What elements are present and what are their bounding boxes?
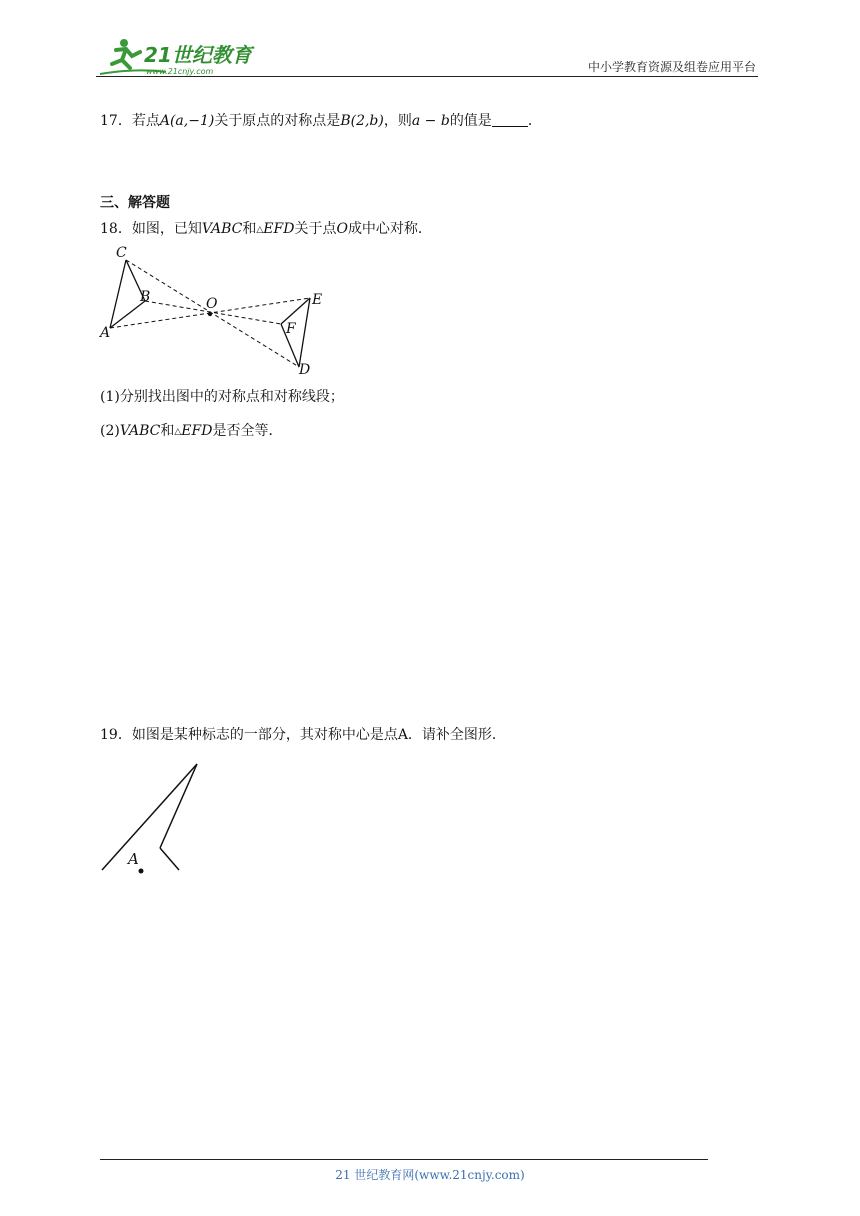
label-c: C: [116, 245, 127, 261]
label-a: A: [128, 850, 139, 868]
label-f: F: [286, 321, 296, 337]
logo-text: 21世纪教育: [144, 43, 252, 67]
question-number: 17．: [100, 113, 132, 129]
footer-text: 21 世纪教育网(www.21cnjy.com): [335, 1168, 525, 1182]
header-divider: [96, 76, 758, 77]
answer-blank[interactable]: [492, 112, 528, 127]
section-title: 三、解答题: [100, 195, 170, 211]
question-19: 19．如图是某种标志的一部分，其对称中心是点A．请补全图形．: [100, 727, 506, 743]
header-site-name: 中小学教育资源及组卷应用平台: [587, 60, 756, 74]
logo-figure-19: [96, 756, 216, 880]
question-17: 17．若点A(a,−1)关于原点的对称点是B(2,b)，则a − b的值是 ．: [100, 113, 542, 129]
label-d: D: [299, 362, 311, 378]
logo-runner-icon: [96, 34, 266, 78]
site-logo: [96, 34, 266, 78]
logo-url: www.21cnjy.com: [146, 67, 214, 76]
label-a: A: [100, 325, 111, 341]
label-e: E: [312, 292, 323, 308]
symmetry-figure-18: [96, 240, 336, 380]
question-number: 18．: [100, 221, 132, 237]
label-b: B: [140, 289, 151, 305]
label-o: O: [206, 296, 218, 312]
center-point-o: [208, 312, 212, 316]
footer-divider: [100, 1159, 708, 1160]
question-18: 18．如图，已知VABC和△EFD关于点O成中心对称．: [100, 221, 432, 237]
question-number: 19．: [100, 727, 132, 743]
center-point-a: [139, 869, 144, 874]
question-18-part-1: (1)分别找出图中的对称点和对称线段；: [100, 389, 344, 405]
question-18-part-2: (2)VABC和△EFD是否全等．: [100, 423, 283, 439]
